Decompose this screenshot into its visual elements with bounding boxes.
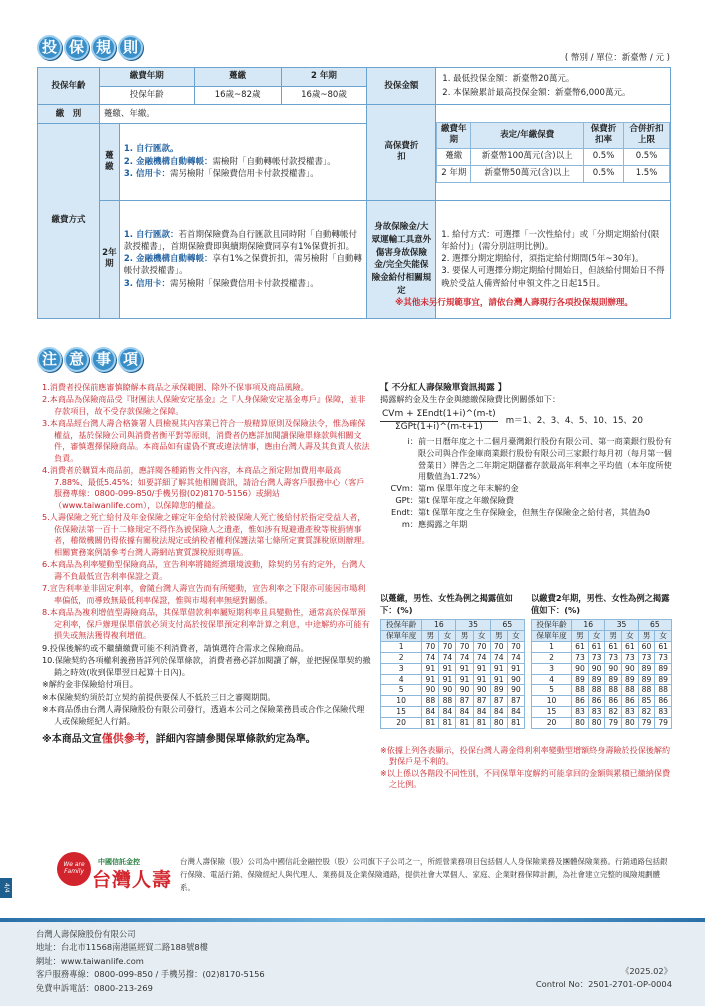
ratio-cell: 91	[490, 674, 507, 685]
ratio-cell: 74	[490, 652, 507, 663]
ratio-cell: 80	[490, 717, 507, 728]
title-char: 投	[37, 35, 62, 60]
disclosure-intro: 揭露解約金及生存金與總繳保險費比例關係如下：	[380, 394, 561, 405]
brand-description: 台灣人壽保險（股）公司為中國信託金融控股（股）公司旗下子公司之一，所經營業務項目包括個人人身保險業務及團體保險業務。行銷通路包括銀行保險、電話行銷、保險經紀人與代理人、業務員及企業保險通路，提供社會大眾個人、家庭、企業財務保障計劃，為社會建立完整的風險規劃體系。	[180, 857, 668, 892]
def-text: 第t 保單年度之生存保險金，但無生存保險金之給付者，其值為0	[418, 507, 651, 518]
ratio-cell: 90	[422, 685, 439, 696]
age-label: 投保年齡	[38, 68, 100, 105]
ratio-cell: 86	[572, 696, 589, 707]
year-col-header: 保單年度	[381, 631, 422, 642]
payout-2: 2. 選擇分期定期給付，須指定給付期間(5年~30年)。	[441, 254, 644, 265]
title-char: 保	[64, 35, 89, 60]
policy-year-cell: 1	[381, 641, 422, 652]
ratio-cell: 90	[622, 663, 639, 674]
single-method-2-body: 需檢附「自動轉帳付款授權書」。	[212, 156, 336, 167]
single-vertical: 躉繳	[99, 123, 119, 200]
discount-cell-value: 2 年期	[437, 165, 471, 182]
sex-header: 男	[422, 631, 439, 642]
formula-numerator: CVm + ΣEndt(1+i)^(m-t)	[380, 409, 498, 422]
policy-year-cell: 3	[532, 663, 572, 674]
ratio-cell: 61	[622, 641, 639, 652]
ratio-cell: 88	[439, 696, 456, 707]
reference-prefix: ※本商品文宣	[42, 734, 102, 746]
table-row	[381, 685, 525, 696]
ratio-cell: 81	[439, 717, 456, 728]
formula-m: m＝1、2、3、4、5、10、15、20	[505, 415, 643, 426]
pay-type-value: 躉繳、年繳。	[99, 105, 366, 124]
ratio-cell: 89	[638, 663, 655, 674]
ratio-cell: 81	[422, 717, 439, 728]
ratio-cell: 88	[572, 685, 589, 696]
ratio-cell: 88	[655, 685, 672, 696]
policy-year-cell: 3	[381, 663, 422, 674]
note-item: 2.本商品為保險商品受『財團法人保險安定基金』之『人身保險安定基金專戶』保障，並非存款項目，故不受存款保險之保障。	[42, 394, 366, 416]
page-badge: 4/4	[0, 878, 12, 898]
def-label: CVm：	[390, 483, 418, 494]
single-method-3-body: 需另檢附「保險費信用卡付款授權書」。	[169, 168, 319, 179]
ratio-cell: 80	[572, 717, 589, 728]
age-col-header: 投保年齡	[532, 620, 572, 631]
ratio-cell: 82	[638, 707, 655, 718]
brand-name: 台灣人壽	[92, 869, 173, 891]
table-row	[381, 674, 525, 685]
sex-header: 男	[605, 631, 622, 642]
policy-year-cell: 15	[381, 707, 422, 718]
ratio-cell: 90	[605, 663, 622, 674]
sex-header: 男	[456, 631, 473, 642]
ratio-cell: 86	[605, 696, 622, 707]
discount-header: 保費折扣率	[584, 122, 624, 148]
footer-rule	[0, 918, 705, 922]
ratio-cell: 84	[507, 707, 524, 718]
table-row	[532, 707, 672, 718]
sex-header: 女	[588, 631, 605, 642]
single-method-1: 1. 自行匯款。	[123, 144, 179, 155]
table-row	[532, 696, 672, 707]
note-item: ※本商品係由台灣人壽保險股份有限公司發行，透過本公司之保險業務員或合作之保險代理人或保險經紀人行銷。	[42, 704, 365, 726]
sex-header: 男	[490, 631, 507, 642]
unit-note: ( 幣別 / 單位：新臺幣 / 元 )	[564, 53, 670, 63]
amount-2: 2. 本保險累計最高投保金額：新臺幣6,000萬元。	[442, 87, 631, 98]
definitions	[380, 436, 672, 531]
ratio-cell: 89	[638, 674, 655, 685]
policy-year-cell: 5	[381, 685, 422, 696]
footer-company: 台灣人壽保險股份有限公司	[36, 929, 136, 939]
pay-years-header: 繳費年期	[99, 68, 194, 87]
amount-label: 投保金額	[367, 68, 436, 105]
age-header: 35	[605, 620, 638, 631]
discount-header: 繳費年期	[437, 122, 471, 148]
single-method-3-head: 3. 信用卡：	[123, 168, 170, 179]
def-label: i：	[407, 435, 418, 446]
ratio-cell: 90	[473, 685, 490, 696]
sex-header: 男	[572, 631, 589, 642]
table-row	[532, 641, 672, 652]
policy-year-cell: 2	[532, 652, 572, 663]
note-item: 6.本商品為利率變動型保險商品，宣告利率將隨經濟環境波動，除契約另有約定外，台灣人壽不負最低宣告利率保證之責。	[42, 559, 366, 581]
table-notes	[380, 745, 672, 791]
two-method-1-body: 若首期保險費為自行匯款且同時附「自動轉帳付款授權書」，首期保險費即與續期保險費同享有1%保費折扣。	[123, 229, 357, 252]
ratio-cell: 61	[588, 641, 605, 652]
discount-cell-value: 1.5%	[624, 165, 670, 182]
ratio-cell: 70	[456, 641, 473, 652]
ratio-cell: 83	[655, 707, 672, 718]
ratio-cell: 61	[572, 641, 589, 652]
policy-year-cell: 4	[381, 674, 422, 685]
ratio-cell: 87	[456, 696, 473, 707]
amount-1: 1. 最低投保金額：新臺幣20萬元。	[442, 73, 575, 84]
ratio-cell: 90	[456, 685, 473, 696]
ratio-cell: 83	[588, 707, 605, 718]
ratio-cell: 70	[422, 641, 439, 652]
discount-cell-value: 躉繳	[437, 148, 471, 165]
ratio-cell: 79	[605, 717, 622, 728]
table1-block	[380, 593, 525, 729]
ratio-cell: 89	[622, 674, 639, 685]
title-char: 意	[64, 347, 89, 372]
ratio-cell: 73	[655, 652, 672, 663]
table-row	[532, 652, 672, 663]
year-col-header: 保單年度	[532, 631, 572, 642]
ratio-cell: 73	[638, 652, 655, 663]
brand-logo	[57, 852, 91, 886]
table-note: ※依據上列各表顯示，投保台灣人壽金得利利率變動型增額終身壽險於投保後解約對保戶是不利的。	[380, 745, 671, 767]
discount-header: 合併折扣上限	[624, 122, 670, 148]
two-method-3-head: 3. 信用卡：	[123, 278, 170, 289]
reference-note	[42, 731, 372, 747]
disclosure-heading: 【 不分紅人壽保險單資訊揭露 】	[380, 383, 507, 393]
table-row	[381, 652, 525, 663]
table-note: ※以上係以各階段不同性別，不同保單年度解約可能拿回的金額與累積已繳納保費之比例。	[380, 767, 671, 790]
ratio-cell: 86	[622, 696, 639, 707]
ratio-cell: 83	[622, 707, 639, 718]
ratio-cell: 88	[588, 685, 605, 696]
ratio-cell: 84	[439, 707, 456, 718]
formula-denominator: ΣGPt(1+i)^(m-t+1)	[394, 422, 483, 433]
ratio-cell: 88	[605, 685, 622, 696]
footer	[0, 918, 705, 1006]
two-year-header: 2 年期	[281, 68, 367, 87]
ratio-cell: 74	[422, 652, 439, 663]
ratio-cell: 79	[638, 717, 655, 728]
ratio-cell: 84	[473, 707, 490, 718]
ratio-cell: 84	[456, 707, 473, 718]
ratio-cell: 90	[572, 663, 589, 674]
note-item: ※本保險契約須於訂立契約前提供要保人不低於三日之審閱期間。	[42, 691, 276, 702]
two-method-2-head: 2. 金融機構自動轉帳：	[123, 254, 213, 265]
table-row	[381, 696, 525, 707]
def-text: 第m 保單年度之年末解約金	[418, 483, 519, 494]
two-method-2-body: 享有1%之保費折扣，需另檢附「自動轉帳付款授權書」。	[123, 254, 362, 277]
ratio-cell: 73	[605, 652, 622, 663]
ratio-cell: 84	[490, 707, 507, 718]
note-item: 10.保險契約各項權利義務皆詳列於保單條款，消費者務必詳加閱讀了解，並把握保單契約撤銷之時效(收到保單翌日起算十日內)。	[42, 655, 371, 677]
discount-cell-value: 新臺幣100萬元(含)以上	[471, 148, 584, 165]
ratio-cell: 91	[422, 663, 439, 674]
ratio-cell: 80	[588, 717, 605, 728]
single-header: 躉繳	[194, 68, 281, 87]
title-char: 項	[118, 347, 143, 372]
sex-header: 女	[655, 631, 672, 642]
table2-block	[531, 593, 672, 729]
table-row	[532, 685, 672, 696]
note-item: 7.宣告利率並非固定利率，會隨台灣人壽宣告而有所變動，宣告利率之下限亦可能因市場利率偏低，而導致無最低利率保證，惟與市場利率無絕對關係。	[42, 583, 366, 605]
ratio-cell: 87	[490, 696, 507, 707]
age-header: 16	[422, 620, 456, 631]
footer-hotline: 客戶服務專線：0800-099-850 / 手機另撥：(02)8170-5156	[36, 969, 265, 980]
single-methods	[119, 123, 367, 200]
table1-body	[381, 641, 525, 728]
policy-year-cell: 10	[381, 696, 422, 707]
sex-header: 女	[507, 631, 524, 642]
payout-3: 3. 要保人可選擇分期定期給付開始日，但該給付開始日不得晚於受益人備齊給付申領文件之日起15日。	[441, 266, 665, 289]
logo-text: We are Family	[63, 861, 85, 875]
ratio-cell: 89	[605, 674, 622, 685]
ratio-cell: 87	[473, 696, 490, 707]
policy-year-cell: 2	[381, 652, 422, 663]
note-item: 1.消費者投保前應審慎瞭解本商品之承保範圍、除外不保事項及商品風險。	[42, 382, 309, 392]
discount-cell-value: 0.5%	[584, 148, 624, 165]
title-char: 事	[91, 347, 116, 372]
ratio-table-single	[380, 619, 525, 729]
discount-cell-value: 新臺幣50萬元(含)以上	[471, 165, 584, 182]
table-row	[381, 641, 525, 652]
ratio-cell: 88	[638, 685, 655, 696]
sex-header: 女	[473, 631, 490, 642]
age-header: 65	[490, 620, 524, 631]
ratio-cell: 88	[622, 685, 639, 696]
section-title-notes	[37, 347, 143, 372]
age-single: 16歲~82歲	[194, 86, 281, 105]
formula	[380, 409, 672, 433]
policy-year-cell: 10	[532, 696, 572, 707]
payout-label: 身故保險金/大眾運輸工具意外傷害身故保險金/完全失能保險金給付相關規定	[367, 200, 436, 318]
policy-year-cell: 15	[532, 707, 572, 718]
ratio-cell: 81	[473, 717, 490, 728]
ratio-cell: 70	[473, 641, 490, 652]
policy-year-cell: 5	[532, 685, 572, 696]
two-vertical: 2年期	[99, 200, 119, 318]
def-label: GPt：	[395, 495, 418, 506]
pay-type-label: 繳 別	[38, 105, 100, 124]
ratio-cell: 73	[622, 652, 639, 663]
section-title-rules	[37, 35, 143, 60]
note-item: 8.本商品為複利增值型壽險商品，其保單借款利率屬短期利率且具變動性，通常高於保單預定利率，保戶辦理保單借款必須支付高於按保單預定利率計算之利息，中途解約亦可能有損失或無法獲得複利增值。	[42, 607, 370, 641]
ratio-cell: 74	[456, 652, 473, 663]
ratio-cell: 81	[507, 717, 524, 728]
policy-year-cell: 1	[532, 641, 572, 652]
table2-body	[532, 641, 672, 728]
age-header: 35	[456, 620, 490, 631]
ratio-cell: 79	[655, 717, 672, 728]
ratio-cell: 91	[422, 674, 439, 685]
footer-complaint: 免費申訴電話：0800-213-269	[36, 982, 153, 993]
ratio-cell: 91	[507, 663, 524, 674]
footer-contacts	[36, 928, 436, 995]
two-year-methods	[119, 200, 367, 318]
table-row	[381, 707, 525, 718]
note-item: ※解約金非保險給付項目。	[42, 679, 138, 690]
age-two: 16歲~80歲	[281, 86, 367, 105]
footer-control: Control No：2501-2701-OP-0004	[535, 979, 672, 990]
age-row-label: 投保年齡	[99, 86, 194, 105]
ratio-cell: 91	[439, 663, 456, 674]
ratio-cell: 91	[456, 663, 473, 674]
sex-header: 女	[622, 631, 639, 642]
ratio-cell: 91	[456, 674, 473, 685]
sex-header: 女	[439, 631, 456, 642]
ratio-cell: 74	[439, 652, 456, 663]
def-label: Endt：	[391, 507, 418, 518]
ratio-cell: 89	[655, 663, 672, 674]
table-row	[381, 717, 525, 728]
def-text: 應揭露之年期	[418, 518, 468, 529]
notes-list	[42, 382, 372, 748]
title-char: 注	[37, 347, 62, 372]
ratio-cell: 91	[490, 663, 507, 674]
ratio-cell: 74	[473, 652, 490, 663]
discount-cell-value: 0.5%	[624, 148, 670, 165]
footer-meta	[470, 965, 672, 992]
ratio-cell: 84	[422, 707, 439, 718]
footer-date: 《2025.02》	[621, 966, 672, 976]
def-text: 前一日曆年度之十二個月臺灣銀行股份有限公司、第一商業銀行股份有限公司與合作金庫商業銀行股份有限公司三家銀行每月初（每月第一個營業日）牌告之二年期定期儲蓄存款最高年利率之平均值（本年度所使用數值為1.72%）	[418, 435, 672, 482]
sex-header: 男	[638, 631, 655, 642]
ratio-cell: 87	[507, 696, 524, 707]
ratio-cell: 61	[605, 641, 622, 652]
ratio-cell: 88	[422, 696, 439, 707]
ratio-cell: 83	[572, 707, 589, 718]
disclosure	[380, 382, 672, 531]
payout-1: 1. 給付方式：可選擇「一次性給付」或「分期定期給付(限年給付)」(需分別註明比例)。	[441, 229, 660, 252]
ratio-cell: 91	[473, 663, 490, 674]
ratio-cell: 70	[507, 641, 524, 652]
table-row	[532, 717, 672, 728]
ratio-cell: 81	[456, 717, 473, 728]
discount-label: 高保費折 扣	[367, 105, 436, 200]
brand-parent: 中國信託金控	[98, 858, 140, 866]
title-char: 規	[91, 35, 116, 60]
ratio-cell: 89	[490, 685, 507, 696]
def-label: m：	[401, 518, 418, 529]
note-item: 9.投保後解約或不繼續繳費可能不利消費者，請慎選符合需求之保險商品。	[42, 642, 309, 653]
age-header: 65	[638, 620, 671, 631]
ratio-cell: 86	[655, 696, 672, 707]
ratio-cell: 61	[655, 641, 672, 652]
table1-title: 以躉繳，男性、女性為例之揭露值如下：(%)	[380, 593, 513, 615]
ratio-cell: 73	[572, 652, 589, 663]
policy-year-cell: 20	[532, 717, 572, 728]
footer-address: 地址：台北市11568南港區經貿二路188號8樓	[36, 942, 208, 953]
amount-cell	[436, 68, 671, 105]
note-item: 3.本商品經台灣人壽合格簽署人員檢視其內容業已符合一般精算原則及保險法令，惟為確保權益，基於保險公司與消費者衡平對等原則，消費者仍應詳加閱讀保險單條款與相關文件，審慎選擇保險商品。本商品如有虛偽不實或違法情事，應由台灣人壽及其負責人依法負責。	[42, 418, 370, 463]
pay-method-label: 繳費方式	[38, 123, 100, 318]
table-row	[381, 663, 525, 674]
ratio-cell: 74	[507, 652, 524, 663]
ratio-cell: 90	[588, 663, 605, 674]
title-char: 則	[118, 35, 143, 60]
ratio-cell: 82	[605, 707, 622, 718]
ratio-cell: 70	[490, 641, 507, 652]
table-row	[532, 663, 672, 674]
two-method-1-head: 1. 自行匯款：	[123, 229, 179, 240]
footer-website: 網址：www.taiwanlife.com	[36, 955, 144, 966]
age-col-header: 投保年齡	[381, 620, 422, 631]
table2-title: 以繳費2年期，男性、女性為例之揭露值如下：(%)	[531, 593, 670, 615]
ratio-cell: 89	[588, 674, 605, 685]
reference-suffix: ，詳細內容請參閱保單條款約定為準。	[145, 734, 316, 746]
ratio-cell: 90	[507, 674, 524, 685]
ratio-cell: 91	[439, 674, 456, 685]
ratio-cell: 89	[655, 674, 672, 685]
ratio-table-two-year	[531, 619, 672, 729]
ratio-cell: 80	[622, 717, 639, 728]
age-header: 16	[572, 620, 605, 631]
policy-year-cell: 4	[532, 674, 572, 685]
ratio-cell: 70	[439, 641, 456, 652]
reference-emphasis: 僅供參考	[101, 732, 146, 746]
ratio-cell: 91	[473, 674, 490, 685]
policy-year-cell: 20	[381, 717, 422, 728]
ratio-cell: 73	[588, 652, 605, 663]
ratio-cell: 60	[638, 641, 655, 652]
note-item: 4.消費者於購買本商品前，應詳閱各種銷售文件內容，本商品之預定附加費用率最高7.88%、最低5.45%；如要詳細了解其他相關資訊，請洽台灣人壽客戶服務中心（客戶服務專線：0800-099-850/手機另撥(02)8170-5156）或網站（www.taiwanlife.com），以保障您的權益。	[42, 465, 365, 510]
discount-cell	[436, 105, 671, 200]
def-text: 第t 保單年度之年繳保險費	[418, 495, 514, 506]
ratio-cell: 89	[572, 674, 589, 685]
ratio-cell: 90	[507, 685, 524, 696]
rules-table	[37, 67, 671, 319]
discount-table	[436, 122, 670, 183]
note-item: 5.人壽保險之死亡給付及年金保險之確定年金給付於被保險人死亡後給付於指定受益人者，依保險法第一百十二條規定不得作為被保險人之遺產，惟如涉有規避遺產稅等稅捐情事者，稽徵機關仍得依據有關稅法規定或納稅者權利保護法第七條所定實質課稅原則辦理。相關實務案例請參考台灣人壽網站實質課稅原則專區。	[42, 512, 370, 557]
discount-header: 表定/年繳保費	[471, 122, 584, 148]
ratio-cell: 90	[439, 685, 456, 696]
table-row	[532, 674, 672, 685]
other-rules-note: ※其他未另行規範事宜，請依台灣人壽現行各項投保規則辦理。	[395, 298, 633, 308]
discount-cell-value: 0.5%	[584, 165, 624, 182]
ratio-cell: 85	[638, 696, 655, 707]
ratio-cell: 86	[588, 696, 605, 707]
two-method-3-body: 需另檢附「保險費信用卡付款授權書」。	[169, 278, 319, 289]
single-method-2-head: 2. 金融機構自動轉帳：	[123, 156, 213, 167]
